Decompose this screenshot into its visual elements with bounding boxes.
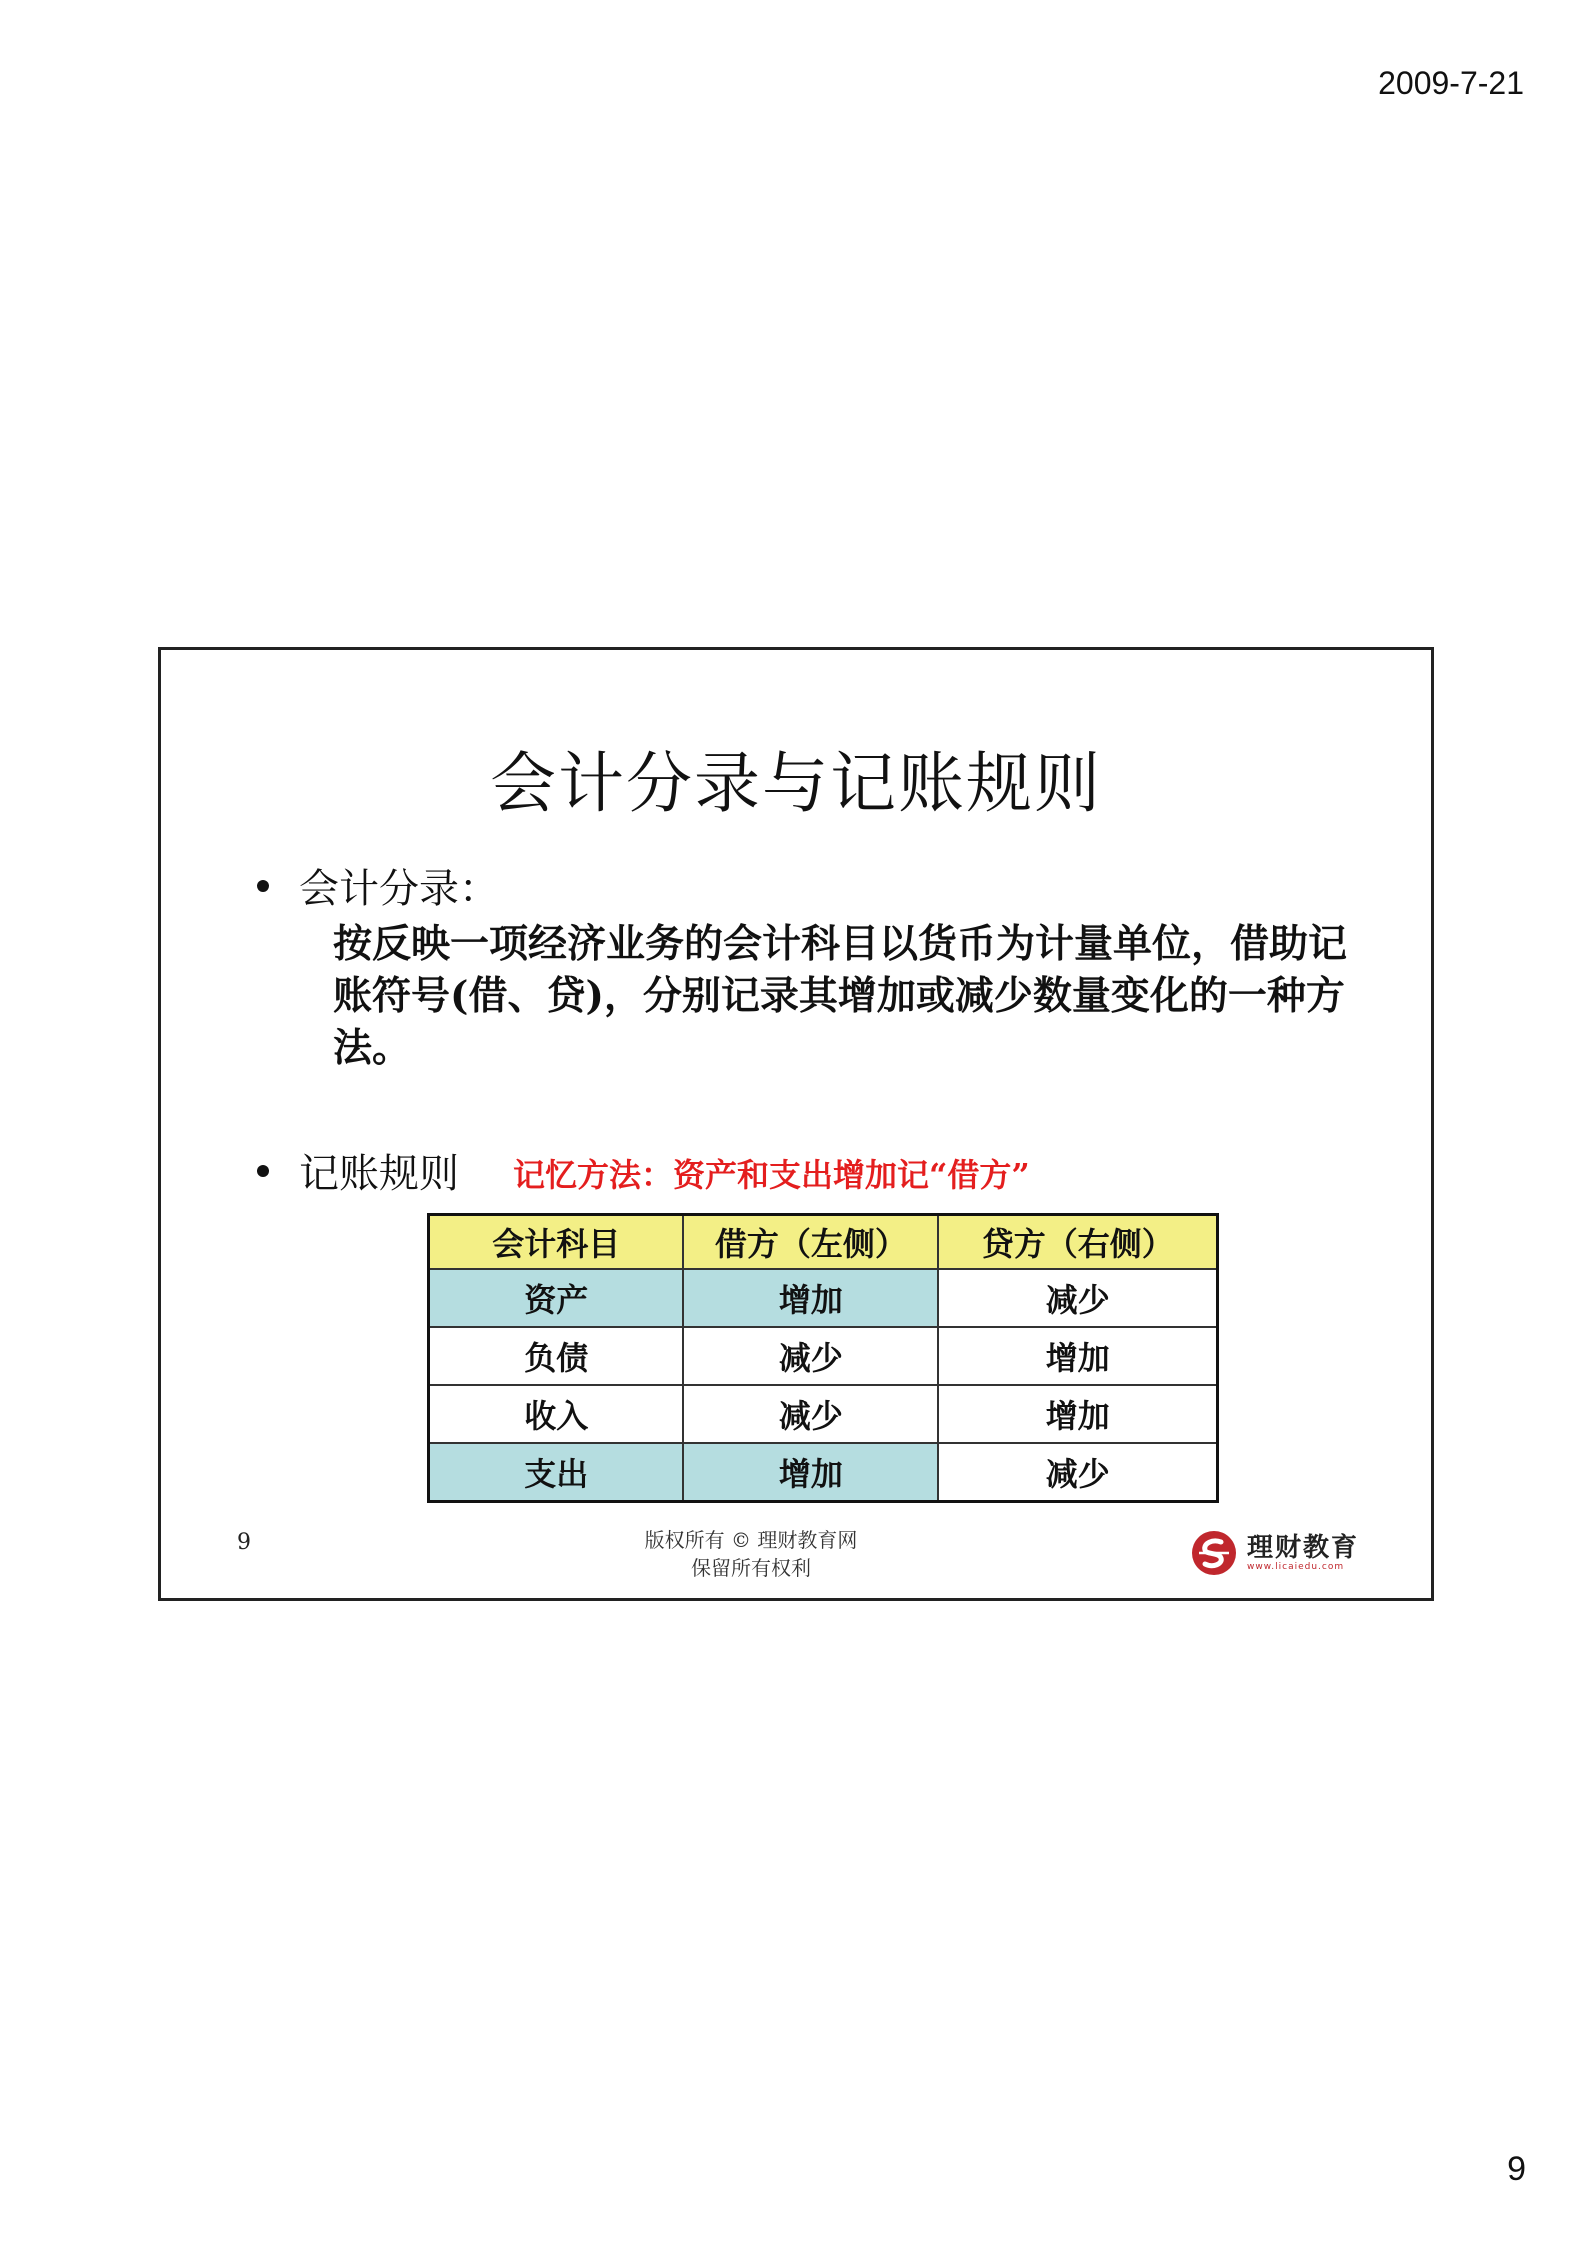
logo-url: www.licaiedu.com [1247,1562,1345,1572]
table-cell: 增加 [938,1385,1217,1443]
table-cell: 资产 [429,1269,684,1327]
bullet-dot-icon [257,880,269,892]
page-number: 9 [1507,2150,1526,2188]
mnemonic-note: 记忆方法：资产和支出增加记“借方” [513,1156,1030,1194]
table-header-cell: 贷方（右侧） [938,1215,1217,1270]
table-cell: 增加 [683,1269,938,1327]
table-header-cell: 会计科目 [429,1215,684,1270]
table-cell: 减少 [683,1385,938,1443]
table-header-cell: 借方（左侧） [683,1215,938,1270]
bullet-label: 会计分录： [299,866,499,912]
table-cell: 增加 [683,1443,938,1502]
table-row [429,1385,1218,1443]
table-cell: 收入 [429,1385,684,1443]
slide [158,647,1434,1601]
copyright-notice [601,1526,901,1582]
copyright-line: 版权所有 © 理财教育网 [644,1528,858,1552]
brand-logo [1191,1530,1359,1576]
table-cell: 减少 [938,1443,1217,1502]
table-cell: 增加 [938,1327,1217,1385]
slide-number: 9 [237,1530,251,1555]
bullet-bookkeeping-rules [257,1142,459,1199]
bookkeeping-rules-table [427,1213,1219,1503]
table-row [429,1327,1218,1385]
table-row [429,1443,1218,1502]
table-cell: 负债 [429,1327,684,1385]
table-cell: 支出 [429,1443,684,1502]
bullet-label: 记账规则 [299,1151,459,1197]
copyright-line: 保留所有权利 [691,1556,811,1580]
table-header-row [429,1215,1218,1270]
bullet-dot-icon [257,1165,269,1177]
logo-emblem-icon [1191,1530,1237,1576]
page-date: 2009-7-21 [1378,65,1524,101]
slide-title: 会计分录与记账规则 [490,745,1102,822]
table-row [429,1269,1218,1327]
table-cell: 减少 [683,1327,938,1385]
logo-text: 理财教育 [1247,1533,1360,1563]
definition-text: 按反映一项经济业务的会计科目以货币为计量单位，借助记账符号(借、贷)，分别记录其增加或减少数量变化的一种方法。 [333,921,1348,1071]
bullet-accounting-entry [257,857,499,914]
table-cell: 减少 [938,1269,1217,1327]
